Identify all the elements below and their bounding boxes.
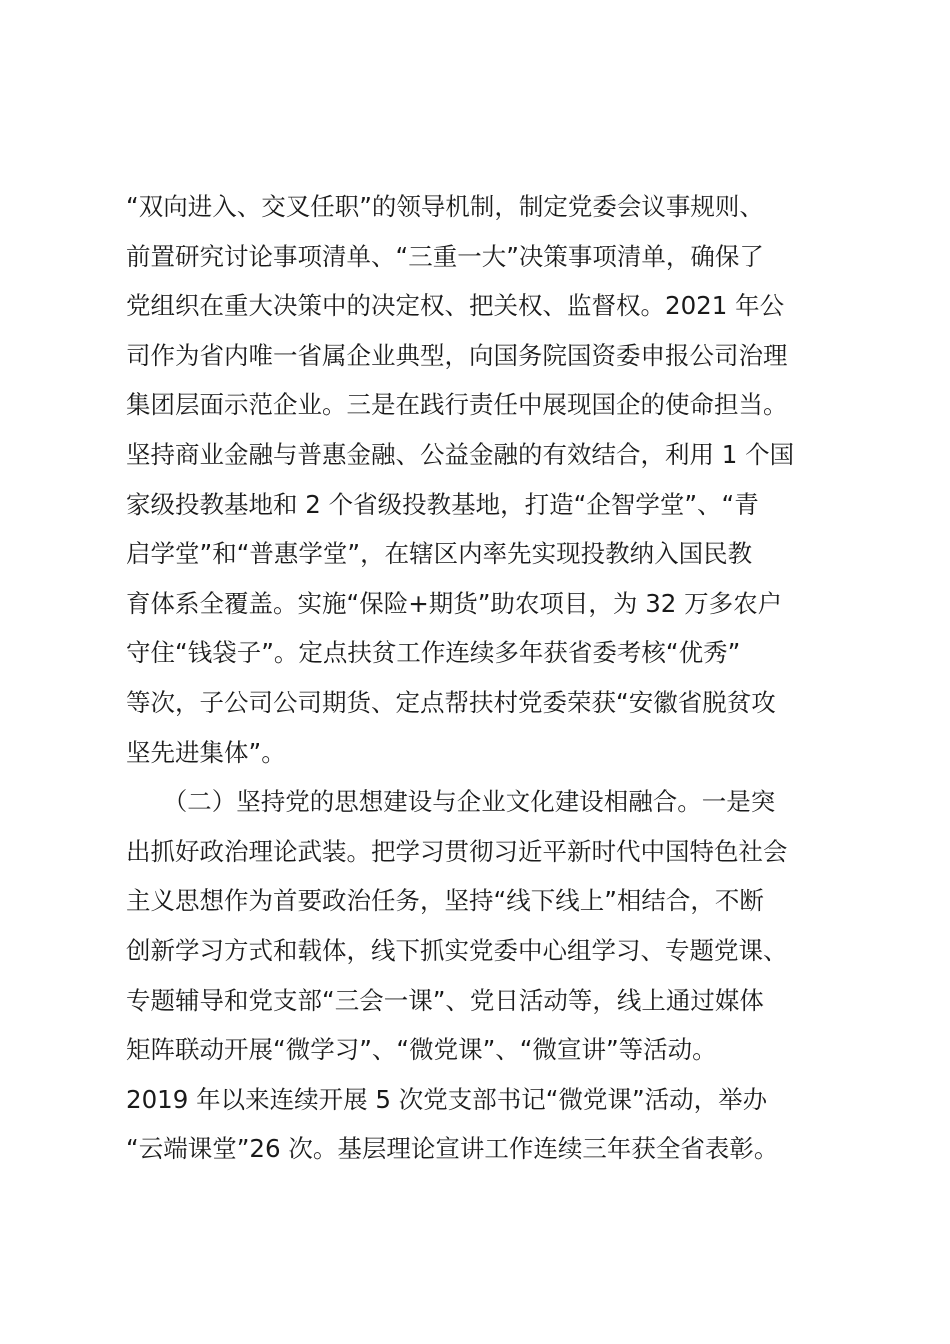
text-line: 出抓好政治理论武装。把学习贯彻习近平新时代中国特色社会 [126,836,788,866]
text-line: 主义思想作为首要政治任务，坚持“线下线上”相结合，不断 [126,886,764,916]
text-line: 坚持商业金融与普惠金融、公益金融的有效结合，利用 1 个国 [126,439,795,469]
document-body [126,182,836,1174]
text-line: “双向进入、交叉任职”的领导机制，制定党委会议事规则、 [126,192,764,221]
text-line: 创新学习方式和载体，线下抓实党委中心组学习、专题党课、 [126,935,788,965]
text-line: 启学堂”和“普惠学堂”，在辖区内率先实现投教纳入国民教 [126,539,753,569]
text-line: 前置研究讨论事项清单、“三重一大”决策事项清单，确保了 [126,241,764,271]
text-line: 党组织在重大决策中的决定权、把关权、监督权。2021 年公 [126,291,785,321]
section-heading-line: （二）坚持党的思想建设与企业文化建设相融合。一是突 [126,787,776,817]
text-line: 家级投教基地和 2 个省级投教基地，打造“企智学堂”、“青 [126,489,759,519]
text-line: 司作为省内唯一省属企业典型，向国务院国资委申报公司治理 [126,340,788,370]
text-line: 专题辅导和党支部“三会一课”、党日活动等，线上通过媒体 [126,985,764,1015]
text-line: 守住“钱袋子”。定点扶贫工作连续多年获省委考核“优秀” [126,638,741,668]
text-line: 等次，子公司公司期货、定点帮扶村党委荣获“安徽省脱贫攻 [126,687,776,717]
text-line: 育体系全覆盖。实施“保险+期货”助农项目，为 32 万多农户 [126,588,783,618]
text-line: 2019 年以来连续开展 5 次党支部书记“微党课”活动，举办 [126,1084,768,1114]
text-line: 集团层面示范企业。三是在践行责任中展现国企的使命担当。 [126,390,788,420]
text-line: 矩阵联动开展“微学习”、“微党课”、“微宣讲”等活动。 [126,1035,717,1065]
text-line: “云端课堂”26 次。基层理论宣讲工作连续三年获全省表彰。 [126,1134,779,1164]
text-line: 坚先进集体”。 [126,737,286,767]
